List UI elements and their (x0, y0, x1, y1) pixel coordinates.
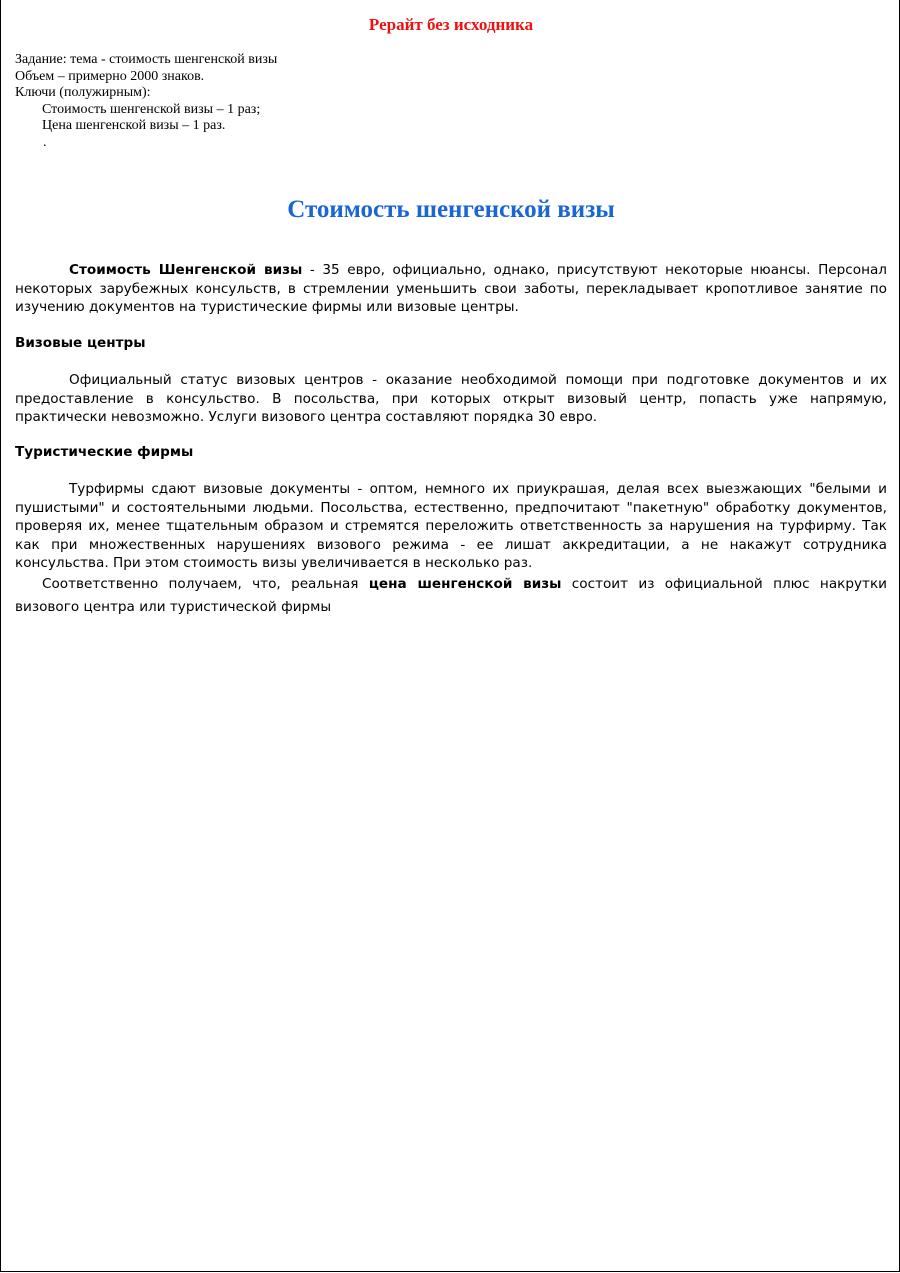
document-label: Рерайт без исходника (368, 15, 534, 34)
article-title: Стоимость шенгенской визы (287, 196, 615, 223)
travel-agencies-text: Турфирмы сдают визовые документы - оптом, немного их приукрашая, делая всех выезжающих "белыми и пушистыми" и состоятельными людьми. Посольства, естественно, предпочитают "пакетную" обработку документов, проверяя их, менее тщательным образом и стремятся переложить ответственность за нарушения на турфирму. Так как при множественных нарушениях визового режима - ее лишат аккредитации, а не накажут сотрудника консульства. При этом стоимость визы увеличивается в несколько раз. (15, 481, 887, 571)
keyword-cost: Стоимость Шенгенской визы (69, 262, 303, 278)
section-heading-travel-agencies: Туристические фирмы (15, 444, 194, 460)
task-block (15, 52, 615, 151)
task-key-2: Цена шенгенской визы – 1 раз. (42, 118, 226, 133)
conclusion-pre: Соответственно получаем, что, реальная (42, 576, 369, 592)
travel-agencies-paragraph (15, 480, 887, 573)
task-volume: Объем – примерно 2000 знаков. (15, 68, 205, 84)
task-keys-label: Ключи (полужирным): (15, 85, 151, 100)
task-dot: . (43, 134, 47, 150)
conclusion-paragraph (15, 573, 887, 619)
intro-paragraph (15, 261, 887, 317)
keyword-price: цена шенгенской визы (368, 576, 562, 592)
intro-text: - 35 евро, официально, однако, присутствуют некоторые нюансы. Персонал некоторых зарубежных консульств, в стремлении уменьшить свои заботы, перекладывает кропотливое занятие по изучению документов на туристические фирмы или визовые центры. (15, 262, 887, 315)
task-topic: Задание: тема - стоимость шенгенской визы (15, 52, 278, 67)
section-heading-visa-centers: Визовые центры (15, 335, 146, 351)
task-key-1: Стоимость шенгенской визы – 1 раз; (42, 101, 261, 117)
visa-centers-text: Официальный статус визовых центров - оказание необходимой помощи при подготовке документов и их предоставление в консульство. В посольства, при которых открыт визовый центр, попасть уже напрямую, практически невозможно. Услуги визового центра составляют порядка 30 евро. (15, 372, 887, 425)
conclusion-post: состоит из официальной плюс накрутки визового центра или туристической фирмы (15, 576, 887, 615)
visa-centers-paragraph (15, 371, 887, 427)
